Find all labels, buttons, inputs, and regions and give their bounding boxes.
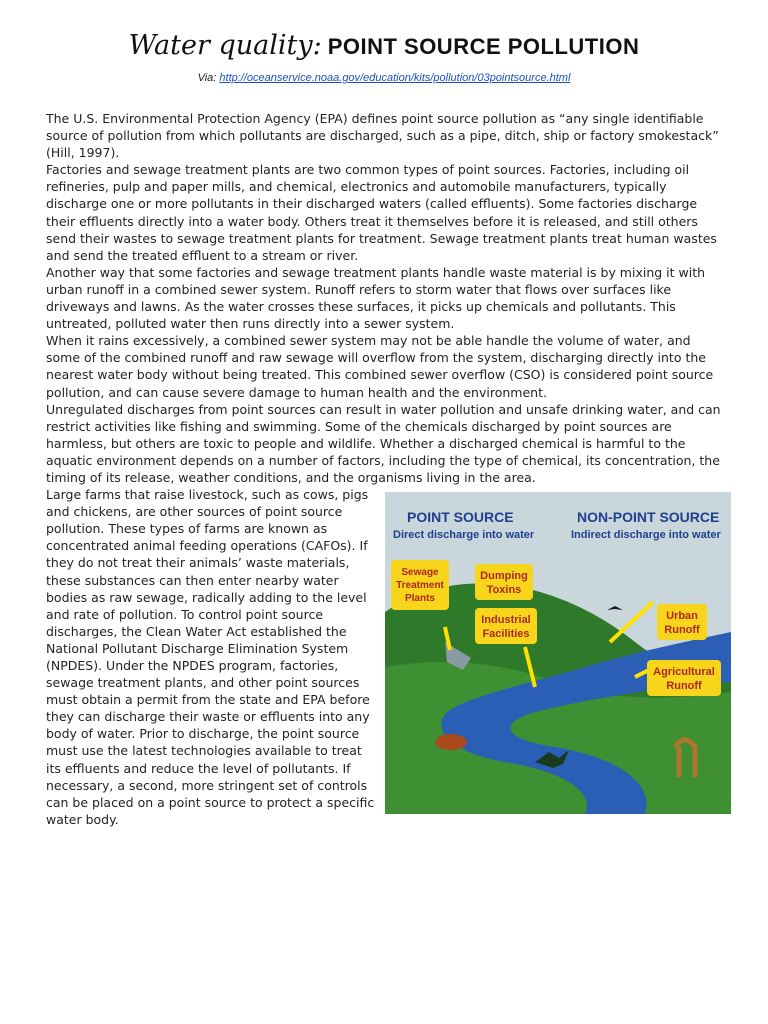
label-sewage-line2: Treatment [396, 580, 444, 592]
title-script: Water quality: [128, 30, 322, 61]
label-urban-runoff [657, 604, 707, 640]
paragraph-1: The U.S. Environmental Protection Agency (EPA) defines point source pollution as “any single identifiable source of pollution from which pollutants are discharged, such as a pipe, ditch, ship or factory smokestack” (Hill, 1997). [46, 111, 719, 161]
subheading-point-source: Direct discharge into water [393, 529, 535, 542]
paragraph-4: When it rains excessively, a combined sewer system may not be able handle the volume of water, and some of the combined runoff and raw sewage will overflow from the system, discharging directly into the nearest water body without being treated. This combined sewer overflow (CSO) is considered point source pollution, and can cause severe damage to human health and the environment. [46, 333, 714, 400]
subheading-non-point-source: Indirect discharge into water [571, 529, 721, 542]
source-link[interactable]: http://oceanservice.noaa.gov/education/kits/pollution/03pointsource.html [219, 72, 571, 84]
paragraph-5 [46, 401, 726, 486]
paragraph-6: Large farms that raise livestock, such as cows, pigs and chickens, are other sources of point source pollution. These types of farms are known as concentrated animal feeding operations (CAFOs). If they do not treat their animals’ waste materials, these substances can then enter nearby water bodies as raw sewage, radically adding to the level and rate of pollution. To control point source discharges, the Clean Water Act established the National Pollutant Discharge Elimination System (NPDES). Under the NPDES program, factories, sewage treatment plants, and other point sources must obtain a permit from the state and EPA before they can discharge their waste or effluents into any body of water. Prior to discharge, the point source must use the latest technologies available to treat its effluents and reduce the level of pollutants. If necessary, a second, more stringent set of controls can be placed on a point source to protect a specific water body. [46, 487, 375, 827]
label-sewage-treatment [391, 560, 449, 610]
article-body [46, 110, 726, 828]
label-dumping-line1: Dumping [480, 570, 528, 583]
heading-non-point-source: NON-POINT SOURCE [577, 509, 720, 526]
label-industrial-line2: Facilities [482, 628, 530, 641]
label-agricultural-runoff [647, 660, 721, 696]
page-title [0, 30, 768, 61]
paragraph-2: Factories and sewage treatment plants are two common types of point sources. Factories, including oil refineries, pulp and paper mills, and chemical, electronics and automobile manufacturers, typically discharge one or more pollutants in their discharged waters (called effluents). Some factories discharge their effluents directly into a water body. Others treat it themselves before it is released, and still others send their wastes to sewage treatment plants for treatment. Sewage treatment plants treat human wastes and send the treated effluent to a stream or river. [46, 162, 717, 263]
source-line [0, 72, 768, 84]
label-urban-line1: Urban [666, 610, 698, 623]
pollution-illustration [385, 492, 731, 814]
fox [435, 734, 467, 750]
label-industrial-facilities [475, 608, 537, 644]
label-dumping-toxins [475, 564, 533, 600]
via-label: Via: [197, 72, 217, 84]
illustration-svg [385, 492, 731, 814]
heading-point-source: POINT SOURCE [407, 509, 514, 526]
label-agri-line1: Agricultural [653, 666, 715, 679]
label-sewage-line3: Plants [404, 593, 436, 605]
title-bold: POINT SOURCE POLLUTION [327, 34, 640, 59]
paragraph-5-text: Unregulated discharges from point sources can result in water pollution and unsafe drinking water, and can restrict activities like fishing and swimming. Some of the chemicals discharged by point sources are harmless, but others are toxic to people and wildlife. Whether a discharged chemical is harmful to the aquatic environment depends on a number of factors, including the type of chemical, its concentration, the timing of its release, weather conditions, and the organisms living in the area. [46, 401, 721, 485]
paragraph-3: Another way that some factories and sewage treatment plants handle waste material is by mixing it with urban runoff in a combined sewer system. Runoff refers to storm water that flows over surfaces like driveways and lawns. As the water crosses these surfaces, it picks up chemicals and pollutants. This untreated, polluted water then runs directly into a sewer system. [46, 264, 706, 332]
label-dumping-line2: Toxins [486, 584, 522, 597]
label-industrial-line1: Industrial [481, 614, 531, 627]
label-sewage-line1: Sewage [401, 567, 439, 579]
label-agri-line2: Runoff [666, 680, 702, 693]
label-urban-line2: Runoff [664, 624, 700, 637]
